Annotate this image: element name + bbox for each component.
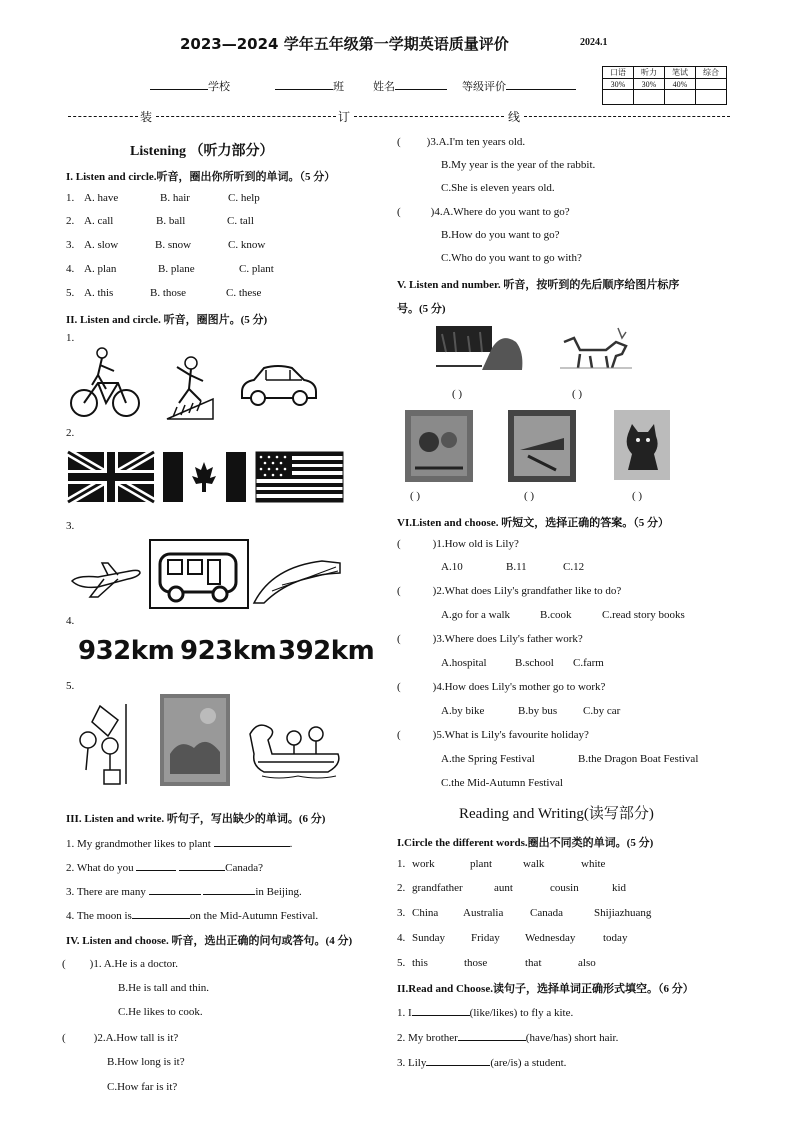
item-number: 1. xyxy=(66,332,75,344)
item-number: 5. xyxy=(397,957,406,969)
option-b: B.How long is it? xyxy=(107,1056,185,1068)
train-picture[interactable] xyxy=(252,555,342,605)
bus-stop-picture[interactable] xyxy=(405,410,473,482)
option-c[interactable]: C. know xyxy=(228,239,266,251)
question-text: )1.How old is Lily? xyxy=(432,538,519,550)
option-a[interactable]: A. plan xyxy=(84,263,117,275)
fill-item xyxy=(66,860,263,874)
word-option[interactable]: Wednesday xyxy=(525,932,576,944)
binding-line xyxy=(524,116,730,117)
option-a[interactable]: A. call xyxy=(84,215,114,227)
grade-label: 等级评价 xyxy=(462,81,506,93)
word-option[interactable]: also xyxy=(578,957,596,969)
fill-text: on the Mid-Autumn Festival. xyxy=(189,910,319,922)
option-c[interactable]: C. help xyxy=(228,192,260,204)
word-option[interactable]: cousin xyxy=(550,882,579,894)
answer-blank[interactable] xyxy=(149,884,201,895)
item-number: 1. xyxy=(397,858,406,870)
question-item xyxy=(397,681,605,693)
binding-line xyxy=(354,116,504,117)
reading-section-2-heading: II.Read and Choose.读句子，选择单词正确形式填空。（6 分） xyxy=(397,983,694,995)
uk-flag-picture[interactable] xyxy=(68,452,154,502)
reading-title: Reading and Writing(读写部分) xyxy=(459,806,654,822)
ship-picture[interactable] xyxy=(508,410,576,482)
exam-date: 2024.1 xyxy=(580,37,608,48)
answer-blank[interactable] xyxy=(132,908,190,919)
answer-paren[interactable]: ( xyxy=(62,958,66,970)
page-title: 2023—2024 学年五年级第一学期英语质量评价 xyxy=(180,35,509,53)
fill-text: (have/has) short hair. xyxy=(525,1032,619,1044)
question-item xyxy=(397,633,583,645)
option-c[interactable]: C. tall xyxy=(227,215,254,227)
answer-blank[interactable] xyxy=(203,884,255,895)
answer-blank[interactable]: ( ) xyxy=(632,490,643,502)
item-number: 2. xyxy=(66,215,75,227)
answer-blank[interactable] xyxy=(426,1055,490,1066)
score-header-overall: 综合 xyxy=(696,67,727,79)
option-c[interactable]: C. these xyxy=(226,287,262,299)
option-a: A.hospital xyxy=(441,657,487,669)
option-c: C.How far is it? xyxy=(107,1081,178,1093)
question-4 xyxy=(397,206,570,218)
sea-scene-picture[interactable] xyxy=(432,322,528,374)
option-a[interactable]: A. slow xyxy=(84,239,119,251)
question-text: )1. A.He is a doctor. xyxy=(89,958,178,970)
item-number: 4. xyxy=(66,615,75,627)
question-item xyxy=(397,585,621,597)
fill-item xyxy=(66,884,302,898)
word-option[interactable]: Australia xyxy=(463,907,504,919)
answer-paren[interactable]: ( xyxy=(397,729,401,741)
grade-field[interactable] xyxy=(462,78,576,94)
question-2 xyxy=(62,1032,178,1044)
item-number: 1. xyxy=(66,192,75,204)
item-number: 3. xyxy=(397,1057,406,1069)
item-number: 3. xyxy=(397,907,406,919)
bus-picture[interactable] xyxy=(150,540,248,608)
word-option[interactable]: Canada xyxy=(530,907,563,919)
item-number: 3. xyxy=(66,239,75,251)
question-3 xyxy=(397,136,525,148)
fill-text: What do you xyxy=(76,862,134,874)
word-option[interactable]: China xyxy=(412,907,439,919)
option-a: A.10 xyxy=(441,561,463,573)
fill-item xyxy=(397,1005,573,1019)
answer-blank[interactable]: ( ) xyxy=(452,388,463,400)
option-c: C.read story books xyxy=(602,609,685,621)
canada-flag-picture[interactable] xyxy=(163,452,246,502)
question-text: )2.What does Lily's grandfather like to do? xyxy=(432,585,622,597)
fill-item xyxy=(397,1030,618,1044)
section-4-heading: IV. Listen and choose. 听音，选出正确的问句或答句。(4 分) xyxy=(66,935,353,947)
fill-item xyxy=(397,1055,566,1069)
word-option[interactable]: today xyxy=(603,932,628,944)
fill-item xyxy=(66,836,292,850)
score-cell[interactable] xyxy=(665,90,696,105)
score-percent-listening: 30% xyxy=(634,79,665,90)
option-a: A.by bike xyxy=(441,705,485,717)
item-number: 5. xyxy=(66,680,75,692)
word-option[interactable]: those xyxy=(464,957,488,969)
item-number: 1. xyxy=(397,1007,406,1019)
answer-paren[interactable]: ( xyxy=(397,136,401,148)
fill-text: There are many xyxy=(76,886,146,898)
item-number: 4. xyxy=(66,263,75,275)
section-5-heading-cont: 号。(5 分) xyxy=(397,303,446,315)
climbing-person-picture[interactable] xyxy=(165,355,215,420)
answer-blank[interactable]: ( ) xyxy=(524,490,535,502)
score-cell[interactable] xyxy=(603,90,634,105)
cat-picture[interactable] xyxy=(614,410,670,480)
question-text: )3.Where does Lily's father work? xyxy=(432,633,583,645)
option-c: C.farm xyxy=(573,657,604,669)
item-number: 2. xyxy=(397,882,406,894)
answer-paren[interactable]: ( xyxy=(397,633,401,645)
option-c: C.by car xyxy=(583,705,621,717)
score-cell[interactable] xyxy=(696,90,727,105)
score-cell[interactable] xyxy=(634,90,665,105)
word-option[interactable]: Friday xyxy=(471,932,500,944)
item-number: 3. xyxy=(66,520,75,532)
score-percent-written: 40% xyxy=(665,79,696,90)
item-number: 2. xyxy=(66,427,75,439)
answer-blank[interactable] xyxy=(458,1030,526,1041)
option-a: A.the Spring Festival xyxy=(441,753,535,765)
option-b: B.cook xyxy=(540,609,572,621)
word-option[interactable]: aunt xyxy=(494,882,513,894)
fill-item xyxy=(66,908,318,922)
binding-mark-zhuang: 装 xyxy=(140,110,153,124)
airplane-picture[interactable] xyxy=(68,557,143,602)
item-number: 1. xyxy=(66,838,75,850)
question-text: )3.A.I'm ten years old. xyxy=(426,136,526,148)
horse-picture[interactable] xyxy=(556,324,634,370)
option-c: C.the Mid-Autumn Festival xyxy=(441,777,563,789)
school-field[interactable] xyxy=(150,78,230,94)
score-table xyxy=(602,66,727,105)
distance-option[interactable]: 923km xyxy=(180,636,277,666)
option-a[interactable]: A. this xyxy=(84,287,114,299)
question-text: )5.What is Lily's favourite holiday? xyxy=(432,729,589,741)
class-label: 班 xyxy=(333,81,344,93)
word-option[interactable]: work xyxy=(412,858,435,870)
word-option[interactable]: Shijiazhuang xyxy=(594,907,652,919)
answer-blank[interactable] xyxy=(136,860,176,871)
answer-blank[interactable] xyxy=(412,1005,470,1016)
list-item xyxy=(66,192,74,204)
section-6-heading: VI.Listen and choose. 听短文，选择正确的答案。（5 分） xyxy=(397,517,669,529)
option-c: C.Who do you want to go with? xyxy=(441,252,582,264)
option-b[interactable]: B. hair xyxy=(160,192,190,204)
section-2-heading: II. Listen and circle. 听音，圈图片。(5 分) xyxy=(66,314,268,326)
answer-paren[interactable]: ( xyxy=(397,585,401,597)
option-b[interactable]: B. plane xyxy=(158,263,195,275)
word-option[interactable]: white xyxy=(581,858,606,870)
item-number: 4. xyxy=(66,910,75,922)
question-item xyxy=(397,729,589,741)
answer-paren[interactable]: ( xyxy=(397,206,401,218)
fill-text: . xyxy=(289,838,293,850)
fill-text: My grandmother likes to plant xyxy=(77,838,211,850)
option-b: B.11 xyxy=(506,561,527,573)
word-option[interactable]: this xyxy=(412,957,428,969)
item-number: 4. xyxy=(397,932,406,944)
section-1-heading: I. Listen and circle.听音，圈出你所听到的单词。（5 分） xyxy=(66,171,336,183)
option-c[interactable]: C. plant xyxy=(239,263,274,275)
word-option[interactable]: walk xyxy=(523,858,545,870)
item-number: 2. xyxy=(66,862,75,874)
answer-blank[interactable]: ( ) xyxy=(572,388,583,400)
binding-mark-ding: 订 xyxy=(338,110,351,124)
answer-blank[interactable]: ( ) xyxy=(410,490,421,502)
option-b: B.He is tall and thin. xyxy=(118,982,210,994)
section-3-heading: III. Listen and write. 听句子，写出缺少的单词。(6 分) xyxy=(66,813,326,825)
listening-title: Listening （听力部分） xyxy=(130,144,274,159)
score-header-oral: 口语 xyxy=(603,67,634,79)
option-b[interactable]: B. snow xyxy=(155,239,192,251)
score-header-written: 笔试 xyxy=(665,67,696,79)
option-a[interactable]: A. have xyxy=(84,192,119,204)
usa-flag-picture[interactable] xyxy=(256,452,343,502)
score-header-listening: 听力 xyxy=(634,67,665,79)
option-c: C.He likes to cook. xyxy=(118,1006,203,1018)
festival-poster-picture[interactable] xyxy=(160,694,230,786)
distance-option[interactable]: 392km xyxy=(278,636,375,666)
option-b: B.How do you want to go? xyxy=(441,229,560,241)
option-b: B.My year is the year of the rabbit. xyxy=(441,159,596,171)
score-percent-overall xyxy=(696,79,727,90)
answer-paren[interactable]: ( xyxy=(397,681,401,693)
answer-blank[interactable] xyxy=(214,836,290,847)
option-b: B.the Dragon Boat Festival xyxy=(578,753,699,765)
fill-text: Lily xyxy=(408,1057,427,1069)
option-c: C.12 xyxy=(563,561,585,573)
distance-option[interactable]: 932km xyxy=(78,636,175,666)
score-percent-oral: 30% xyxy=(603,79,634,90)
kids-with-lantern-picture[interactable] xyxy=(70,700,132,785)
fill-text: The moon is xyxy=(76,910,132,922)
question-text: )4.How does Lily's mother go to work? xyxy=(432,681,606,693)
car-picture[interactable] xyxy=(238,360,318,408)
section-5-heading: V. Listen and number. 听音，按听到的先后顺序给图片标序 xyxy=(397,279,680,291)
binding-line xyxy=(156,116,336,117)
option-a: A.go for a walk xyxy=(441,609,511,621)
reading-section-1-heading: I.Circle the different words.圈出不同类的单词。(5 分) xyxy=(397,837,654,849)
binding-mark-xian: 线 xyxy=(508,110,521,124)
fill-text: Canada? xyxy=(225,862,264,874)
option-b[interactable]: B. ball xyxy=(156,215,186,227)
binding-line xyxy=(68,116,138,117)
answer-paren[interactable]: ( xyxy=(397,538,401,550)
option-b: B.school xyxy=(515,657,554,669)
school-label: 学校 xyxy=(208,81,230,93)
question-item xyxy=(397,538,519,550)
option-b[interactable]: B. those xyxy=(150,287,187,299)
fill-text: My brother xyxy=(408,1032,458,1044)
fill-text: (like/likes) to fly a kite. xyxy=(469,1007,574,1019)
item-number: 5. xyxy=(66,287,75,299)
question-1 xyxy=(62,958,178,970)
fill-text: I xyxy=(408,1007,412,1019)
option-b: B.by bus xyxy=(518,705,558,717)
item-number: 3. xyxy=(66,886,75,898)
fill-text: in Beijing. xyxy=(255,886,302,898)
class-field[interactable] xyxy=(275,78,344,94)
name-label: 姓名 xyxy=(373,81,395,93)
answer-blank[interactable] xyxy=(179,860,225,871)
dragon-boat-picture[interactable] xyxy=(248,718,343,783)
word-option[interactable]: grandfather xyxy=(412,882,463,894)
word-option[interactable]: Sunday xyxy=(412,932,445,944)
word-option[interactable]: kid xyxy=(612,882,627,894)
name-field[interactable] xyxy=(373,78,447,94)
answer-paren[interactable]: ( xyxy=(62,1032,66,1044)
word-option[interactable]: plant xyxy=(470,858,492,870)
question-text: )2.A.How tall is it? xyxy=(93,1032,179,1044)
word-option[interactable]: that xyxy=(525,957,542,969)
question-text: )4.A.Where do you want to go? xyxy=(430,206,570,218)
bicycle-picture[interactable] xyxy=(68,345,143,420)
item-number: 2. xyxy=(397,1032,406,1044)
option-c: C.She is eleven years old. xyxy=(441,182,555,194)
fill-text: (are/is) a student. xyxy=(490,1057,567,1069)
